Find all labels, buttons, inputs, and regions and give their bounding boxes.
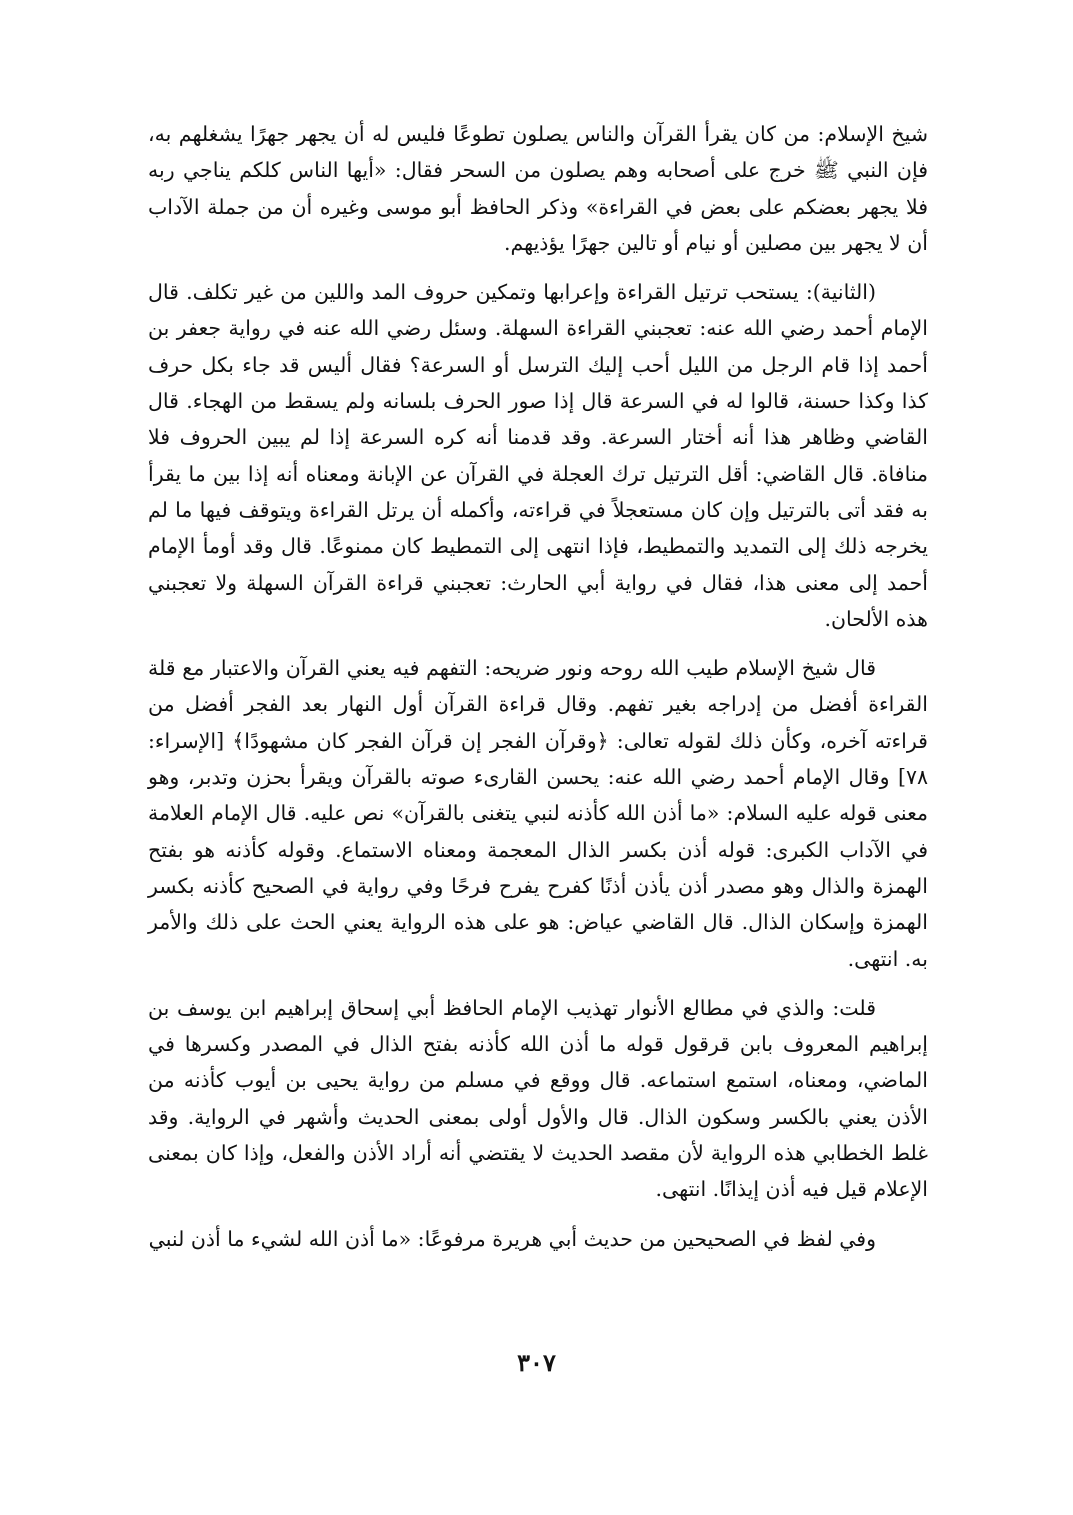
page-body (148, 116, 928, 1257)
paragraph-1: شيخ الإسلام: من كان يقرأ القرآن والناس يصلون تطوعًا فليس له أن يجهر جهرًا يشغلهم به، فإن النبي ﷺ خرج على أصحابه وهم يصلون من السحر فقال: «أيها الناس كلكم يناجي ربه فلا يجهر بعضكم على بعض في القراءة» وذكر الحافظ أبو موسى وغيره أن من جملة الآداب أن لا يجهر بين مصلين أو نيام أو تالين جهرًا يؤذيهم. (148, 122, 928, 255)
paragraph-3: قال شيخ الإسلام طيب الله روحه ونور ضريحه: التفهم فيه يعني القرآن والاعتبار مع قلة القراءة أفضل من إدراجه بغير تفهم. وقال قراءة القرآن أول النهار بعد الفجر أفضل من قراءته آخره، وكأن ذلك لقوله تعالى: ﴿وقرآن الفجر إن قرآن الفجر كان مشهودًا﴾ [الإسراء: ٧٨] وقال الإمام أحمد رضي الله عنه: يحسن القارىء صوته بالقرآن ويقرأ بحزن وتدبر، وهو معنى قوله عليه السلام: «ما أذن الله كأذنه لنبي يتغنى بالقرآن» نص عليه. قال الإمام العلامة في الآداب الكبرى: قوله أذن بكسر الذال المعجمة ومعناه الاستماع. وقوله كأذنه هو بفتح الهمزة والذال وهو مصدر أذن يأذن أذنًا كفرح يفرح فرحًا وفي رواية في الصحيح كأذنه بكسر الهمزة وإسكان الذال. قال القاضي عياض: هو على هذه الرواية يعني الحث على ذلك والأمر به. انتهى. (148, 656, 928, 971)
paragraph-2: (الثانية): يستحب ترتيل القراءة وإعرابها وتمكين حروف المد واللين من غير تكلف. قال الإمام أحمد رضي الله عنه: تعجبني القراءة السهلة. وسئل رضي الله عنه في رواية جعفر بن أحمد إذا قام الرجل من الليل أحب إليك الترسل أو السرعة؟ فقال أليس قد جاء بكل حرف كذا وكذا حسنة، قالوا له في السرعة قال إذا صور الحرف بلسانه ولم يسقط من الهجاء. قال القاضي وظاهر هذا أنه أختار السرعة. وقد قدمنا أنه كره السرعة إذا لم يبين الحروف فلا منافاة. قال القاضي: أقل الترتيل ترك العجلة في القرآن عن الإبانة ومعناه أنه إذا بين ما يقرأ به فقد أتى بالترتيل وإن كان مستعجلاً في قراءته، وأكمله أن يرتل القراءة ويتوقف فيها ما لم يخرجه ذلك إلى التمديد والتمطيط، فإذا انتهى إلى التمطيط كان ممنوعًا. قال وقد أومأ الإمام أحمد إلى معنى هذا، فقال في رواية أبي الحارث: تعجبني قراءة القرآن السهلة ولا تعجبني هذه الألحان. (148, 280, 928, 631)
page-number: ٣٠٧ (517, 1348, 556, 1377)
paragraph-5: وفي لفظ في الصحيحين من حديث أبي هريرة مرفوعًا: «ما أذن الله لشيء ما أذن لنبي (148, 1226, 876, 1251)
paragraph-4: قلت: والذي في مطالع الأنوار تهذيب الإمام الحافظ أبي إسحاق إبراهيم ابن يوسف بن إبراهيم المعروف بابن قرقول قوله ما أذن الله كأذنه بفتح الذال في المصدر وكسرها في الماضي، ومعناه، استمع استماعه. قال ووقع في مسلم من رواية يحيى بن أيوب كأذنه من الأذن يعني بالكسر وسكون الذال. قال والأول أولى بمعنى الحديث وأشهر في الرواية. وقد غلط الخطابي هذه الرواية لأن مقصد الحديث لا يقتضي أنه أراد الأذن والفعل، وإذا كان بمعنى الإعلام قيل فيه أذن إيذانًا. انتهى. (148, 995, 928, 1202)
